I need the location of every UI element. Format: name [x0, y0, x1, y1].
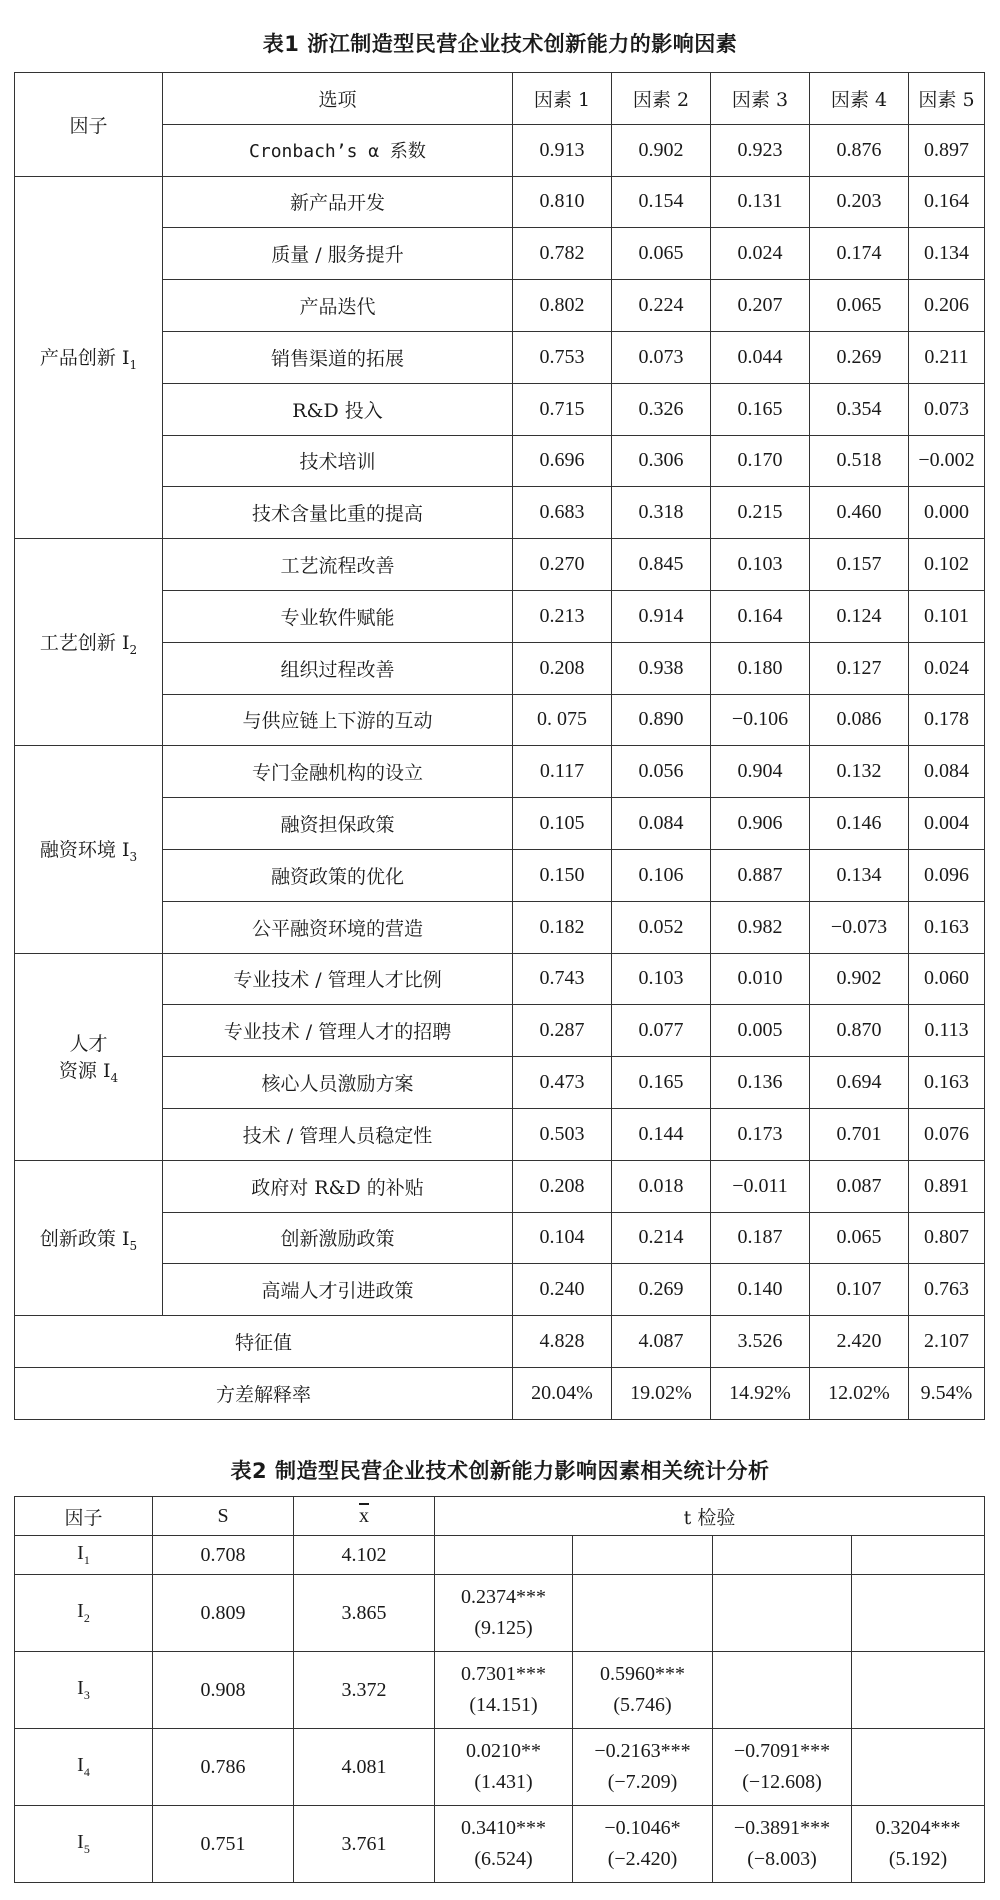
loading-value: 0.180 — [711, 642, 810, 694]
group-label — [15, 176, 163, 539]
loading-value: 0.165 — [612, 1057, 711, 1109]
t-test-cell — [852, 1806, 985, 1883]
item-label: 专门金融机构的设立 — [163, 746, 513, 798]
loading-value: 0.326 — [612, 383, 711, 435]
t-test-cell — [713, 1575, 852, 1652]
factor-col-header: 因素 5 — [909, 73, 985, 125]
t-test-cell — [573, 1806, 713, 1883]
loading-value: 0.124 — [810, 590, 909, 642]
mean-symbol: $\overline{x}$ — [359, 1504, 369, 1527]
s-value: 0.809 — [153, 1575, 294, 1652]
loading-value: 0.127 — [810, 642, 909, 694]
factor-letter: I — [77, 1754, 84, 1776]
loading-value: 0.018 — [612, 1160, 711, 1212]
loading-value: 0.890 — [612, 694, 711, 746]
mean-header — [294, 1497, 435, 1536]
loading-value: 0.164 — [909, 176, 985, 228]
loading-value: 0.077 — [612, 1005, 711, 1057]
loading-value: 0.694 — [810, 1057, 909, 1109]
correlation-value: −0.1046* — [604, 1817, 681, 1839]
mean-value: 3.865 — [294, 1575, 435, 1652]
t-test-cell — [852, 1575, 985, 1652]
loading-value: 0.065 — [612, 228, 711, 280]
header-row — [15, 73, 985, 125]
cronbach-value: 0.876 — [810, 124, 909, 176]
loading-value: 0.270 — [513, 539, 612, 591]
cronbach-value: 0.902 — [612, 124, 711, 176]
s-value: 0.908 — [153, 1652, 294, 1729]
t-test-cell — [573, 1729, 713, 1806]
loading-value: 0.004 — [909, 798, 985, 850]
loading-value: 0.810 — [513, 176, 612, 228]
correlation-value: −0.7091*** — [733, 1740, 831, 1762]
group-label — [15, 746, 163, 953]
loading-value: 0.743 — [513, 953, 612, 1005]
loading-value: 0.845 — [612, 539, 711, 591]
item-label: 技术 / 管理人员稳定性 — [163, 1108, 513, 1160]
t-test-cell — [713, 1536, 852, 1575]
t-statistic: (−7.209) — [607, 1771, 678, 1793]
loading-value: 0.117 — [513, 746, 612, 798]
factor-label — [15, 1536, 153, 1575]
loading-value: 0.211 — [909, 331, 985, 383]
group-name: 产品创新 I — [39, 346, 130, 369]
correlation-value: 0.5960*** — [600, 1663, 685, 1685]
t-test-cell — [713, 1806, 852, 1883]
loading-value: 0. 075 — [513, 694, 612, 746]
s-header: S — [153, 1497, 294, 1536]
loading-value: 0.174 — [810, 228, 909, 280]
group-label — [15, 1160, 163, 1315]
loading-value: 0.287 — [513, 1005, 612, 1057]
loading-value: 0.170 — [711, 435, 810, 487]
t-test-cell — [852, 1729, 985, 1806]
loading-value: 0.173 — [711, 1108, 810, 1160]
item-label: 核心人员激励方案 — [163, 1057, 513, 1109]
table2-caption: 表2 制造型民营企业技术创新能力影响因素相关统计分析 — [230, 1459, 770, 1483]
loading-value: 0.163 — [909, 901, 985, 953]
table-row — [15, 953, 985, 1005]
loading-value: 0.084 — [909, 746, 985, 798]
t-test-cell — [713, 1652, 852, 1729]
group-subscript: 3 — [129, 849, 138, 864]
factor-col-header: 因素 4 — [810, 73, 909, 125]
group-label — [15, 539, 163, 746]
factor-subscript: 3 — [83, 1688, 90, 1702]
loading-value: 0.207 — [711, 280, 810, 332]
item-label: 公平融资环境的营造 — [163, 901, 513, 953]
group-subscript: 5 — [129, 1238, 138, 1253]
group-name-2: 资源 I — [58, 1059, 111, 1082]
loading-value: 0.802 — [513, 280, 612, 332]
loading-value: 0.087 — [810, 1160, 909, 1212]
item-label: 质量 / 服务提升 — [163, 228, 513, 280]
s-value: 0.786 — [153, 1729, 294, 1806]
item-label: 专业技术 / 管理人才的招聘 — [163, 1005, 513, 1057]
loading-value: 0.318 — [612, 487, 711, 539]
eigen-value: 3.526 — [711, 1316, 810, 1368]
factor-subscript: 4 — [83, 1765, 90, 1779]
loading-value: −0.106 — [711, 694, 810, 746]
loading-value: 0.518 — [810, 435, 909, 487]
loading-value: 0.982 — [711, 901, 810, 953]
t-test-cell — [435, 1575, 573, 1652]
t-test-cell — [852, 1536, 985, 1575]
eigen-value: 4.087 — [612, 1316, 711, 1368]
item-label: 政府对 R&D 的补贴 — [163, 1160, 513, 1212]
loading-value: 0.503 — [513, 1108, 612, 1160]
loading-value: 0.163 — [909, 1057, 985, 1109]
loading-value: 0.904 — [711, 746, 810, 798]
loading-value: 0.157 — [810, 539, 909, 591]
loading-value: 0.096 — [909, 849, 985, 901]
loading-value: 0.164 — [711, 590, 810, 642]
t-test-cell — [573, 1652, 713, 1729]
item-label: 融资政策的优化 — [163, 849, 513, 901]
t-test-cell — [435, 1729, 573, 1806]
loading-value: 0.131 — [711, 176, 810, 228]
eigen-value: 4.828 — [513, 1316, 612, 1368]
loading-value: 0.113 — [909, 1005, 985, 1057]
correlation-value: 0.3410*** — [461, 1817, 546, 1839]
item-label: 融资担保政策 — [163, 798, 513, 850]
loading-value: 0.215 — [711, 487, 810, 539]
item-label: 专业软件赋能 — [163, 590, 513, 642]
loading-value: 0.104 — [513, 1212, 612, 1264]
mean-value: 4.102 — [294, 1536, 435, 1575]
correlation-value: 0.3204*** — [875, 1817, 961, 1839]
variance-value: 19.02% — [612, 1367, 711, 1419]
loading-value: 0.473 — [513, 1057, 612, 1109]
loading-value: 0.902 — [810, 953, 909, 1005]
loading-value: −0.011 — [711, 1160, 810, 1212]
loading-value: 0.240 — [513, 1264, 612, 1316]
group-name: 人才 — [69, 1032, 108, 1055]
variance-row — [15, 1367, 985, 1419]
loading-value: 0.269 — [612, 1264, 711, 1316]
mean-value: 3.372 — [294, 1652, 435, 1729]
loading-value: 0.891 — [909, 1160, 985, 1212]
t-test-header: t 检验 — [435, 1497, 985, 1536]
header-row — [15, 1497, 985, 1536]
cronbach-label: Cronbach’s α 系数 — [163, 124, 513, 176]
factor-col-header: 因素 1 — [513, 73, 612, 125]
loading-value: 0.073 — [612, 331, 711, 383]
table-row — [15, 1575, 985, 1652]
item-label: 专业技术 / 管理人才比例 — [163, 953, 513, 1005]
eigen-value: 2.420 — [810, 1316, 909, 1368]
loading-value: 0.701 — [810, 1108, 909, 1160]
correlation-value: 0.2374*** — [461, 1586, 546, 1608]
loading-value: 0.182 — [513, 901, 612, 953]
loading-value: 0.146 — [810, 798, 909, 850]
item-label: 高端人才引进政策 — [163, 1264, 513, 1316]
loading-value: 0.306 — [612, 435, 711, 487]
factor-subscript: 2 — [83, 1611, 90, 1625]
table1 — [14, 72, 985, 1420]
factor-letter: I — [77, 1600, 84, 1622]
group-subscript: 2 — [129, 642, 138, 657]
loading-value: 0.105 — [513, 798, 612, 850]
group-name: 融资环境 I — [39, 839, 130, 862]
loading-value: 0.224 — [612, 280, 711, 332]
loading-value: 0.140 — [711, 1264, 810, 1316]
t-test-cell — [852, 1652, 985, 1729]
loading-value: 0.187 — [711, 1212, 810, 1264]
loading-value: 0.060 — [909, 953, 985, 1005]
loading-value: 0.065 — [810, 1212, 909, 1264]
factor-label — [15, 1652, 153, 1729]
factor-letter: I — [77, 1831, 84, 1853]
group-label — [15, 953, 163, 1160]
table2 — [14, 1496, 985, 1883]
loading-value: 0.132 — [810, 746, 909, 798]
loading-value: 0.086 — [810, 694, 909, 746]
loading-value: 0.102 — [909, 539, 985, 591]
t-test-cell — [435, 1536, 573, 1575]
s-value: 0.708 — [153, 1536, 294, 1575]
item-label: 新产品开发 — [163, 176, 513, 228]
table-row — [15, 539, 985, 591]
factor-label — [15, 1806, 153, 1883]
factor-col-header: 因素 3 — [711, 73, 810, 125]
loading-value: 0.000 — [909, 487, 985, 539]
loading-value: 0.010 — [711, 953, 810, 1005]
loading-value: 0.005 — [711, 1005, 810, 1057]
loading-value: 0.134 — [810, 849, 909, 901]
loading-value: 0.101 — [909, 590, 985, 642]
factor-label — [15, 1729, 153, 1806]
factor-subscript: 5 — [83, 1842, 90, 1856]
variance-value: 20.04% — [513, 1367, 612, 1419]
loading-value: 0.076 — [909, 1108, 985, 1160]
loading-value: 0.178 — [909, 694, 985, 746]
loading-value: 0.906 — [711, 798, 810, 850]
cronbach-value: 0.923 — [711, 124, 810, 176]
loading-value: 0.938 — [612, 642, 711, 694]
group-subscript: 1 — [129, 357, 138, 372]
mean-value: 4.081 — [294, 1729, 435, 1806]
factor-letter: I — [77, 1677, 84, 1699]
loading-value: 0.203 — [810, 176, 909, 228]
group-name: 创新政策 I — [39, 1227, 130, 1250]
item-header: 选项 — [163, 73, 513, 125]
table-row — [15, 176, 985, 228]
loading-value: 0.103 — [711, 539, 810, 591]
loading-value: 0.683 — [513, 487, 612, 539]
loading-value: 0.144 — [612, 1108, 711, 1160]
t-statistic: (1.431) — [474, 1771, 533, 1793]
correlation-value: 0.0210** — [466, 1740, 541, 1762]
loading-value: 0.887 — [711, 849, 810, 901]
loading-value: 0.208 — [513, 642, 612, 694]
t-statistic: (9.125) — [474, 1617, 533, 1639]
loading-value: 0.107 — [810, 1264, 909, 1316]
factor-subscript: 1 — [83, 1553, 90, 1567]
table-row — [15, 1160, 985, 1212]
loading-value: 0.753 — [513, 331, 612, 383]
t-test-cell — [435, 1806, 573, 1883]
correlation-value: −0.2163*** — [594, 1740, 691, 1762]
loading-value: 0.696 — [513, 435, 612, 487]
t-statistic: (6.524) — [474, 1848, 533, 1870]
variance-label: 方差解释率 — [15, 1367, 513, 1419]
loading-value: 0.103 — [612, 953, 711, 1005]
t-test-cell — [573, 1536, 713, 1575]
loading-value: 0.073 — [909, 383, 985, 435]
variance-value: 14.92% — [711, 1367, 810, 1419]
loading-value: 0.214 — [612, 1212, 711, 1264]
loading-value: 0.354 — [810, 383, 909, 435]
item-label: 组织过程改善 — [163, 642, 513, 694]
item-label: 与供应链上下游的互动 — [163, 694, 513, 746]
loading-value: 0.763 — [909, 1264, 985, 1316]
group-name: 工艺创新 I — [39, 631, 130, 654]
loading-value: 0.154 — [612, 176, 711, 228]
loading-value: 0.914 — [612, 590, 711, 642]
correlation-value: 0.7301*** — [461, 1663, 546, 1685]
factor-header: 因子 — [15, 1497, 153, 1536]
table-row — [15, 1729, 985, 1806]
loading-value: 0.165 — [711, 383, 810, 435]
loading-value: 0.134 — [909, 228, 985, 280]
loading-value: 0.024 — [909, 642, 985, 694]
item-label: R&D 投入 — [163, 383, 513, 435]
loading-value: 0.106 — [612, 849, 711, 901]
loading-value: 0.870 — [810, 1005, 909, 1057]
loading-value: 0.782 — [513, 228, 612, 280]
correlation-value: −0.3891*** — [733, 1817, 831, 1839]
table-row — [15, 1806, 985, 1883]
variance-value: 9.54% — [909, 1367, 985, 1419]
item-label: 工艺流程改善 — [163, 539, 513, 591]
t-statistic: (5.192) — [888, 1848, 948, 1870]
t-statistic: (14.151) — [469, 1694, 538, 1716]
loading-value: 0.044 — [711, 331, 810, 383]
cronbach-value: 0.897 — [909, 124, 985, 176]
loading-value: 0.136 — [711, 1057, 810, 1109]
t-statistic: (5.746) — [613, 1694, 672, 1716]
loading-value: 0.056 — [612, 746, 711, 798]
eigen-value: 2.107 — [909, 1316, 985, 1368]
eigen-row — [15, 1316, 985, 1368]
table1-caption: 表1 浙江制造型民营企业技术创新能力的影响因素 — [262, 32, 738, 56]
item-label: 销售渠道的拓展 — [163, 331, 513, 383]
loading-value: 0.807 — [909, 1212, 985, 1264]
factor-header: 因子 — [15, 73, 163, 177]
eigen-label: 特征值 — [15, 1316, 513, 1368]
mean-value: 3.761 — [294, 1806, 435, 1883]
t-test-cell — [435, 1652, 573, 1729]
factor-label — [15, 1575, 153, 1652]
loading-value: 0.460 — [810, 487, 909, 539]
loading-value: 0.269 — [810, 331, 909, 383]
t-statistic: (−8.003) — [747, 1848, 817, 1870]
table-row — [15, 746, 985, 798]
loading-value: 0.052 — [612, 901, 711, 953]
t-statistic: (−12.608) — [742, 1771, 822, 1793]
loading-value: 0.208 — [513, 1160, 612, 1212]
loading-value: 0.213 — [513, 590, 612, 642]
s-value: 0.751 — [153, 1806, 294, 1883]
t-statistic: (−2.420) — [607, 1848, 678, 1870]
variance-value: 12.02% — [810, 1367, 909, 1419]
item-label: 产品迭代 — [163, 280, 513, 332]
loading-value: 0.084 — [612, 798, 711, 850]
loading-value: 0.150 — [513, 849, 612, 901]
loading-value: −0.073 — [810, 901, 909, 953]
loading-value: −0.002 — [909, 435, 985, 487]
loading-value: 0.206 — [909, 280, 985, 332]
factor-letter: I — [77, 1542, 84, 1564]
loading-value: 0.715 — [513, 383, 612, 435]
cronbach-value: 0.913 — [513, 124, 612, 176]
table-row — [15, 1652, 985, 1729]
group-subscript: 4 — [110, 1070, 119, 1085]
loading-value: 0.065 — [810, 280, 909, 332]
t-test-cell — [713, 1729, 852, 1806]
item-label: 创新激励政策 — [163, 1212, 513, 1264]
table-row — [15, 1536, 985, 1575]
t-test-cell — [573, 1575, 713, 1652]
item-label: 技术培训 — [163, 435, 513, 487]
factor-col-header: 因素 2 — [612, 73, 711, 125]
item-label: 技术含量比重的提高 — [163, 487, 513, 539]
loading-value: 0.024 — [711, 228, 810, 280]
